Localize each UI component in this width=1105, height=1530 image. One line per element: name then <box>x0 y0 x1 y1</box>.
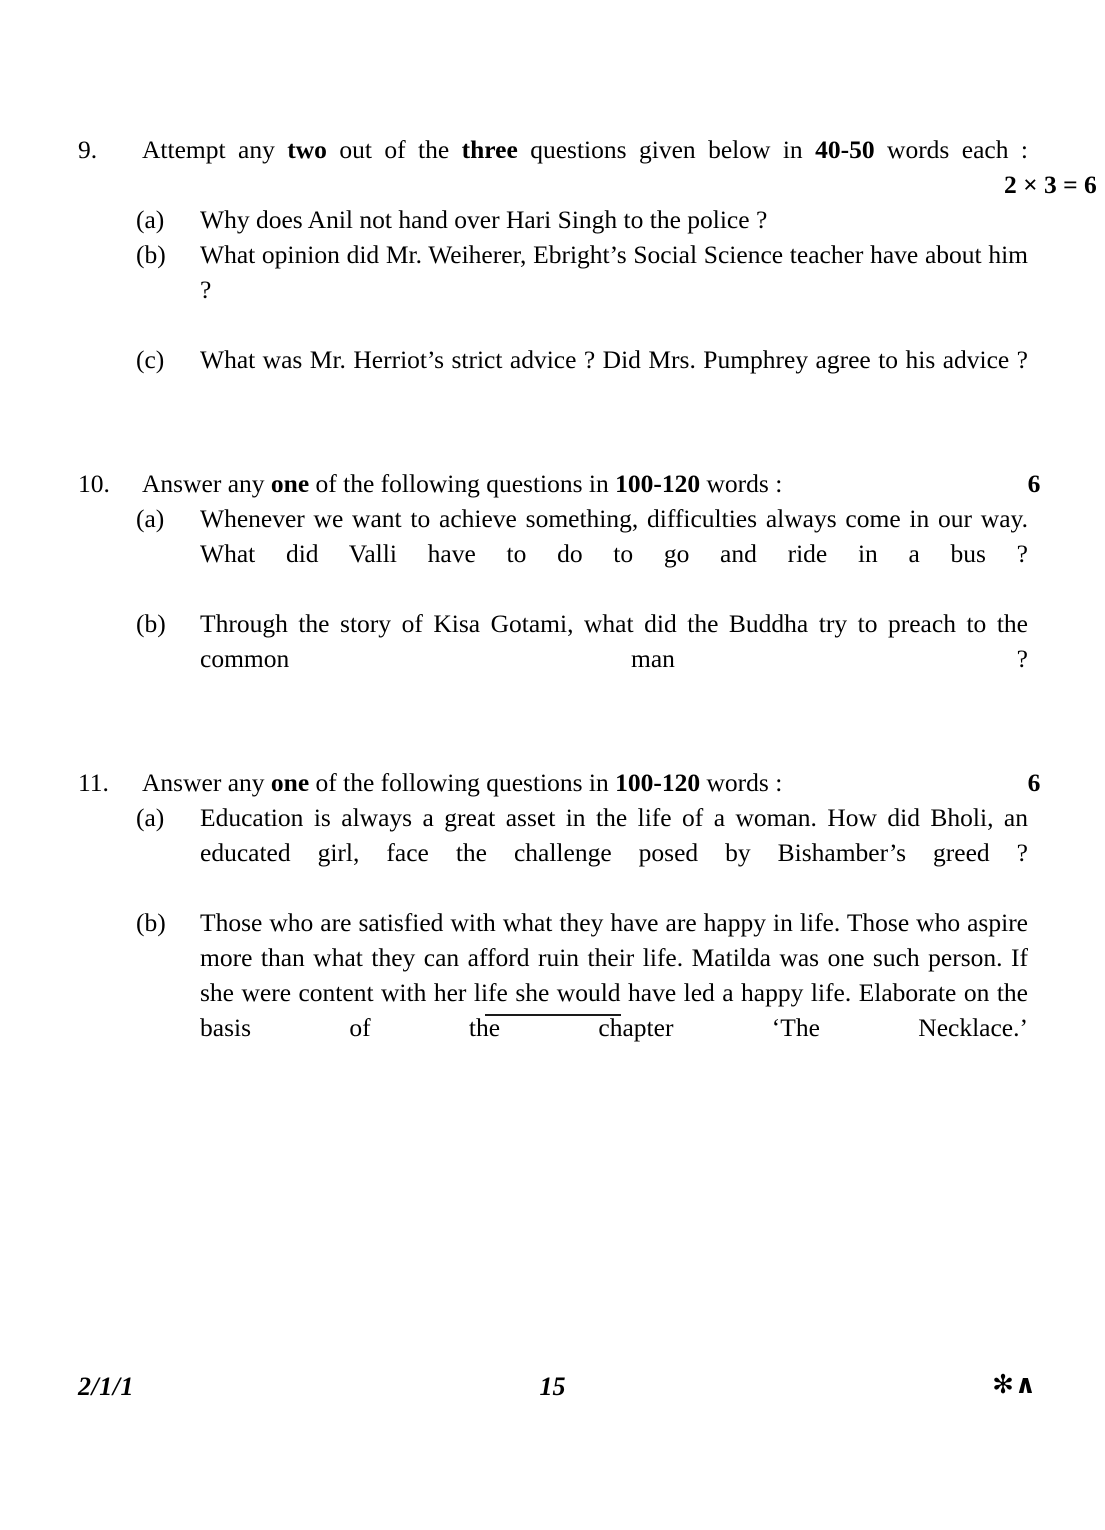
sub-question-label: (b) <box>136 908 166 937</box>
sub-question-text: Why does Anil not hand over Hari Singh to the police ? <box>200 205 768 234</box>
question-stem <box>78 765 1041 800</box>
sub-question-list <box>78 800 1028 1080</box>
question-number: 9. <box>78 135 98 164</box>
marks-value: 6 <box>1027 469 1041 498</box>
question-block <box>78 466 1041 711</box>
sub-question-label: (c) <box>136 345 165 374</box>
sub-question-item <box>78 905 1028 1080</box>
footer-mark-icon: ✻∧ <box>992 1370 1037 1400</box>
question-number: 10. <box>78 469 110 498</box>
sub-question-item <box>78 342 1028 412</box>
sub-question-label: (b) <box>136 240 166 269</box>
sub-question-text: What opinion did Mr. Weiherer, Ebright’s Social Science teacher have about him ? <box>200 240 1028 304</box>
sub-question-list <box>78 501 1028 711</box>
sub-question-item <box>78 606 1028 711</box>
question-stem <box>78 132 1097 202</box>
question-stem <box>78 466 1041 501</box>
sub-question-text: Whenever we want to achieve something, difficulties always come in our way. What did Valli have to do to go and ride in a bus ? <box>200 504 1028 568</box>
sub-question-text: What was Mr. Herriot’s strict advice ? Did Mrs. Pumphrey agree to his advice ? <box>200 345 1028 374</box>
sub-question-label: (a) <box>136 803 165 832</box>
sub-question-text: Through the story of Kisa Gotami, what did the Buddha try to preach to the common man ? <box>200 609 1028 673</box>
sub-question-item <box>78 202 1018 237</box>
sub-question-item <box>78 501 1028 606</box>
page-footer <box>0 1372 1105 1412</box>
sub-question-list <box>78 202 1028 412</box>
paper-code: 2/1/1 <box>78 1372 134 1401</box>
page-number: 15 <box>539 1372 566 1401</box>
marks-value: 6 <box>1027 768 1041 797</box>
sub-question-label: (a) <box>136 205 165 234</box>
sub-question-item <box>78 800 1028 905</box>
section-end-rule <box>0 1006 1105 1024</box>
question-stem-text: Attempt any two out of the three questions given below in 40-50 words each : <box>142 135 1029 164</box>
question-block <box>78 132 1097 412</box>
sub-question-item <box>78 237 1028 342</box>
sub-question-label: (a) <box>136 504 165 533</box>
sub-question-text: Education is always a great asset in the life of a woman. How did Bholi, an educated girl, face the challenge posed by Bishamber’s greed ? <box>200 803 1028 867</box>
question-stem-text: Answer any one of the following questions in 100-120 words : <box>142 469 783 498</box>
question-stem-text: Answer any one of the following questions in 100-120 words : <box>142 768 783 797</box>
marks-value: 2 × 3 = 6 <box>1004 170 1097 199</box>
question-number: 11. <box>78 768 109 797</box>
horizontal-rule <box>485 1014 621 1016</box>
question-block <box>78 765 1041 1080</box>
sub-question-text: Those who are satisfied with what they have are happy in life. Those who aspire more than what they can afford ruin their life. Matilda was one such person. If she were content with her life she would have led a happy life. Elaborate on the basis of the chapter ‘The Necklace.’ <box>200 908 1028 1042</box>
questions-container <box>78 132 1097 1080</box>
sub-question-label: (b) <box>136 609 166 638</box>
